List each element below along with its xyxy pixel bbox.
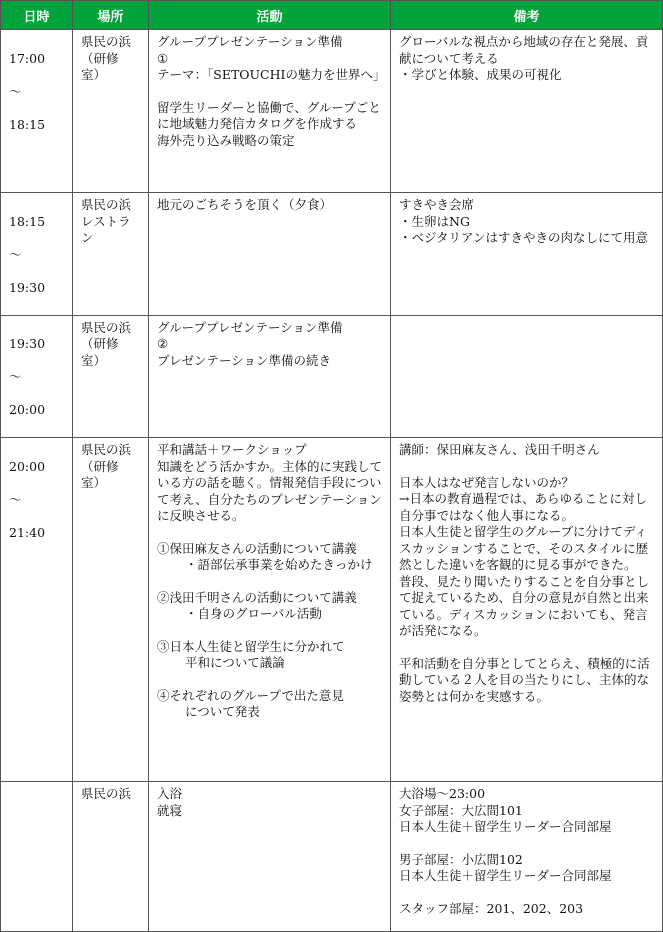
lecture-item-sub: ・語部伝承事業を始めたきっかけ: [185, 557, 373, 572]
notes-cell: [391, 782, 663, 932]
time-sep: ～: [9, 369, 22, 384]
place-cell: 県民の浜 レストラ ン: [73, 193, 149, 316]
activity-line: 知識をどう活かすか。主体的に実践している方の話を聴く。情報発信手段について考え、自分たちのプレゼンテーションに反映させる。: [157, 458, 383, 523]
time-end: 20:00: [9, 402, 46, 417]
notes-cell: [391, 438, 663, 782]
table-row: [1, 193, 663, 316]
lecture-item-head: ④それぞれのグループで出た意見: [157, 687, 344, 703]
notes-line: 女子部屋：大広間101: [399, 802, 523, 818]
time-cell: [1, 193, 73, 316]
notes-line: ・生卵はNG: [399, 213, 470, 229]
time-start: 19:30: [9, 336, 46, 351]
place-cell: 県民の浜 （研修 室）: [73, 315, 149, 438]
notes-cell: [391, 315, 663, 438]
notes-line: 男子部屋：小広間102: [399, 851, 523, 867]
time-cell: [1, 782, 73, 932]
table-row: [1, 438, 663, 782]
notes-line: 日本人生徒＋留学生リーダー合同部屋: [399, 868, 612, 883]
activity-line: 海外売り込み戦略の策定: [157, 132, 295, 148]
header-row: [1, 1, 663, 30]
time-start: 20:00: [9, 458, 46, 474]
activity-line: 平和講話＋ワークショップ: [157, 442, 307, 457]
lecture-item-sub: 平和について議論: [185, 655, 285, 670]
activity-cell: [149, 438, 391, 782]
time-end: 18:15: [9, 116, 46, 132]
time-cell: [1, 30, 73, 193]
table-row: [1, 315, 663, 438]
notes-line: ・学びと体験、成果の可視化: [399, 67, 562, 82]
header-time: 日時: [1, 1, 73, 30]
time-cell: [1, 438, 73, 782]
activity-cell: [149, 30, 391, 193]
time-sep: ～: [9, 491, 22, 507]
activity-line: グループプレゼンテーション準備 ①: [157, 34, 343, 66]
activity-cell: [149, 315, 391, 438]
lecture-item-head: ③日本人生徒と留学生に分かれて: [157, 638, 345, 654]
notes-line: スタッフ部屋：201、202、203: [399, 900, 584, 916]
header-notes: 備考: [391, 1, 663, 30]
notes-cell: [391, 193, 663, 316]
notes-line: 大浴場～23:00: [399, 786, 486, 801]
activity-line: 入浴: [157, 786, 183, 801]
time-start: 17:00: [9, 50, 46, 66]
notes-line: 日本人生徒と留学生のグループに分けてディスカッションすることで、そのスタイルに歴然とした違いを客観的に見る事ができた。: [399, 524, 649, 572]
table-row: [1, 30, 663, 193]
lecture-item-head: ①保田麻友さんの活動について講義: [157, 540, 357, 556]
notes-line: 普段、見たり聞いたりすることを自分事として捉えているため、自分の意見が自然と出来ている。ディスカッションにおいても、発言が活発になる。: [399, 573, 650, 638]
header-activity: 活動: [149, 1, 391, 30]
notes-line: →日本の教育過程では、あらゆることに対し自分事ではなく他人事になる。: [399, 491, 647, 523]
lecture-item-sub: について発表: [185, 704, 260, 719]
activity-line: グループプレゼンテーション準備 ②: [157, 319, 343, 351]
time-end: 21:40: [9, 524, 46, 540]
header-place: 場所: [73, 1, 149, 30]
activity-cell: [149, 782, 391, 932]
place-cell: 県民の浜 （研修 室）: [73, 30, 149, 193]
lecture-item-head: ②浅田千明さんの活動について講義: [157, 589, 357, 605]
place-cell: 県民の浜: [73, 782, 149, 932]
notes-line: 日本人はなぜ発言しないのか？: [399, 474, 575, 490]
notes-line: すきやき会席: [399, 197, 475, 212]
notes-line: 日本人生徒＋留学生リーダー合同部屋: [399, 819, 612, 834]
notes-line: ・ベジタリアンはすきやきの肉なしにて用意: [399, 230, 649, 245]
activity-line: テーマ：「SETOUCHIの魅力を世界へ」: [157, 67, 386, 82]
notes-lecturer: 講師：保田麻友さん、浅田千明さん: [399, 442, 600, 457]
time-sep: ～: [9, 246, 22, 262]
activity-line: 留学生リーダーと協働で、グループごとに地域魅力発信カタログを作成する: [157, 99, 381, 131]
time-cell: [1, 315, 73, 438]
notes-line: 平和活動を自分事としてとらえ、積極的に活動している２人を目の当たりにし、主体的な姿勢とは何かを実感する。: [399, 655, 650, 704]
activity-line: プレゼンテーション準備の続き: [157, 352, 332, 368]
time-start: 18:15: [9, 213, 46, 229]
place-cell: 県民の浜 （研修 室）: [73, 438, 149, 782]
activity-cell: [149, 193, 391, 316]
notes-line: グローバルな視点から地域の存在と発展、貢献について考える: [399, 34, 649, 66]
notes-cell: [391, 30, 663, 193]
time-sep: ～: [9, 83, 22, 99]
activity-line: 地元のごちそうを頂く（夕食）: [157, 197, 333, 212]
time-end: 19:30: [9, 279, 46, 295]
table-row: [1, 782, 663, 932]
lecture-item-sub: ・自身のグローバル活動: [185, 606, 322, 621]
activity-line: 就寝: [157, 802, 183, 818]
